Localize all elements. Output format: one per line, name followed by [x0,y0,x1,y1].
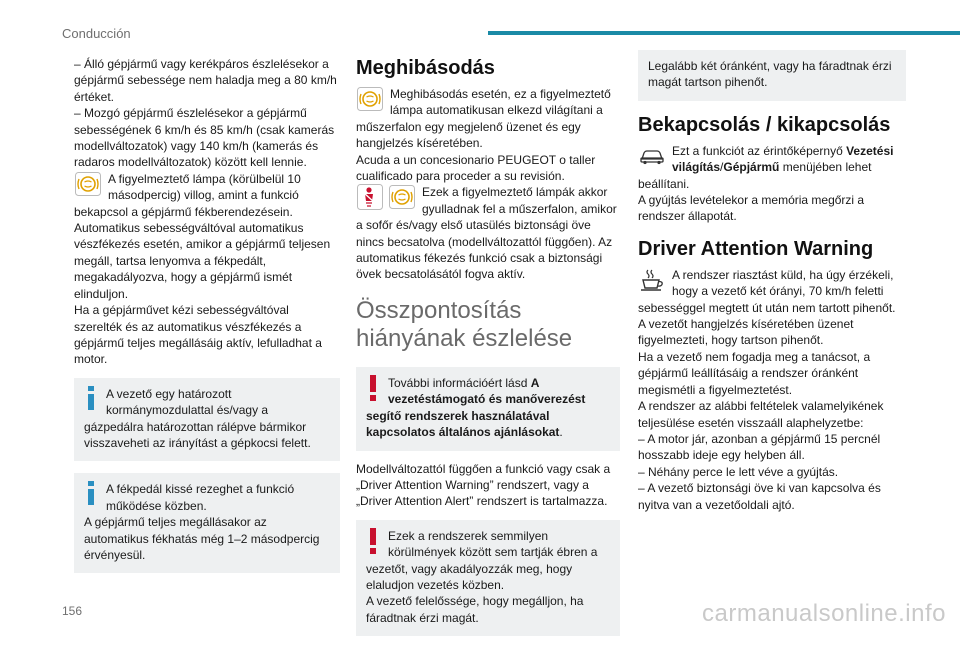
heading-driver-attention-warning: Driver Attention Warning [638,237,874,260]
paragraph: Acuda a un concesionario PEUGEOT o taller cualificado para proceder a su revisión. [356,152,596,184]
note-text: További információért lásd A vezetéstámogató és manőverezést segítő rendszerek használatával kapcsolatos általános ajánlásokat. [366,375,586,440]
warning-icon [364,375,382,401]
header-section-title: Conducción [62,26,131,41]
heading-malfunction: Meghibásodás [356,57,495,79]
header-accent-bar [488,31,960,35]
paragraph: – Néhány perce le lett véve a gyújtás. [638,464,839,479]
paragraph: A rendszer riasztást küld, ha úgy érzékeli, hogy a vezető két órányi, 70 km/h feletti sebességgel megtett út után nem tartott pihenőt. [638,267,896,315]
note-text: A vezető felelőssége, hogy megálljon, ha fáradtnak érzi magát. [366,594,584,625]
heading-on-off: Bekapcsolás / kikapcsolás [638,113,891,136]
paragraph: – A motor jár, azonban a gépjármű 15 percnél hosszabb ideje egy helyben áll. [638,431,881,463]
note-text: Ezek a rendszerek semmilyen körülmények között sem tartják ébren a vezetőt, vagy akadályozzák meg, hogy elaludjon vezetés közben. [366,528,598,592]
paragraph: Ha a vezető nem fogadja meg a tanácsot, a gépjármű leállításáig a rendszer óránként megismétli a figyelmeztetést. [638,349,871,397]
paragraph: Automatikus sebességváltóval automatikus vészfékezés esetén, amikor a gépjármű teljesen megáll, tartsa lenyomva a fékpedált, megakadályozva, hogy a gépjármű ismét elinduljon. [74,221,331,301]
note-text: A vezető egy határozott kormánymozdulattal és/vagy a gázpedálra határozottan rálépve bármikor visszaveheti az irányítást a gépkocsi felett. [84,386,311,450]
plain-note [638,50,906,101]
paragraph: A rendszer az alábbi feltételek valamelyikének teljesülése esetén visszaáll alaphelyzetbe: [638,399,884,430]
paragraph: A figyelmeztető lámpa (körülbelül 10 másodpercig) villog, amint a funkció bekapcsol a gépjármű fékberendezésein. [74,171,301,219]
autonomous-brake-warning-icon [356,86,384,112]
info-note [74,378,340,462]
autonomous-brake-warning-icon [74,171,102,197]
note-text: A fékpedál kissé rezeghet a funkció működése közben. [106,482,295,513]
seatbelt-icon [356,184,384,210]
note-text: A gépjármű teljes megállásakor az automatikus fékhatás még 1–2 másodpercig érvényesül. [84,515,320,562]
paragraph: Ezt a funkciót az érintőképernyő Vezetési világítás/Gépjármű menüjében lehet beállítani. [638,143,894,191]
car-settings-icon [638,143,666,169]
warning-lamps [356,184,416,210]
warning-icon [364,528,382,554]
page-number: 156 [62,604,83,618]
heading-attention-summary: Összpontosítás hiányának észlelése [356,296,573,352]
paragraph: A vezetőt hangjelzés kíséretében üzenet figyelmezteti, hogy tartson pihenőt. [638,317,854,348]
paragraph: – A vezető biztonsági öve ki van kapcsolva és nyitva van a vezetőoldali ajtó. [638,481,881,512]
info-note [74,473,340,573]
paragraph: Meghibásodás esetén, ez a figyelmeztető lámpa automatikusan elkezd világítani a műszerfalon egy megjelenő üzenet és egy hangjelzés kíséretében. [356,87,611,151]
warning-note [356,520,620,636]
paragraph: – Álló gépjármű vagy kerékpáros észlelésekor a gépjármű sebessége nem haladja meg a 80 km/h értéket. [74,57,337,104]
watermark: carmanualsonline.info [702,600,946,627]
paragraph: – Mozgó gépjármű észlelésekor a gépjármű sebességének 6 km/h és 85 km/h (csak kamerás modellváltozatok) vagy 140 km/h (kamerás és radaros modellváltozatok) között kell lennie. [74,106,335,170]
autonomous-brake-warning-icon [388,184,416,210]
warning-note [356,367,620,451]
column-1 [74,56,340,583]
note-text: Legalább két óránként, vagy ha fáradtnak érzi magát tartson pihenőt. [648,59,892,90]
column-3 [638,50,906,513]
paragraph: Modellváltozattól függően a funkció vagy csak a „Driver Attention Warning” rendszert, vagy a „Driver Attention Alert” rendszert is tartalmazza. [356,461,611,509]
info-icon [82,386,100,412]
paragraph: Ezek a figyelmeztető lámpák akkor gyulladnak fel a műszerfalon, amikor a sofőr és/vagy első utasülés biztonsági öve nincs becsatolva (modellváltozattól függően). Az automatikus fékezés funkció csak a biztonsági övek becsatolásától fogva aktív. [356,185,617,282]
coffee-cup-icon [638,267,666,293]
paragraph: A gyújtás levételekor a memória megőrzi a rendszer állapotát. [638,193,865,224]
paragraph: Ha a gépjárművet kézi sebességváltóval szerelték és az automatikus vészfékezés a gépjármű teljes megállásáig aktív, lefulladhat a motor. [74,303,322,367]
column-2 [356,56,620,646]
info-icon [82,481,100,507]
